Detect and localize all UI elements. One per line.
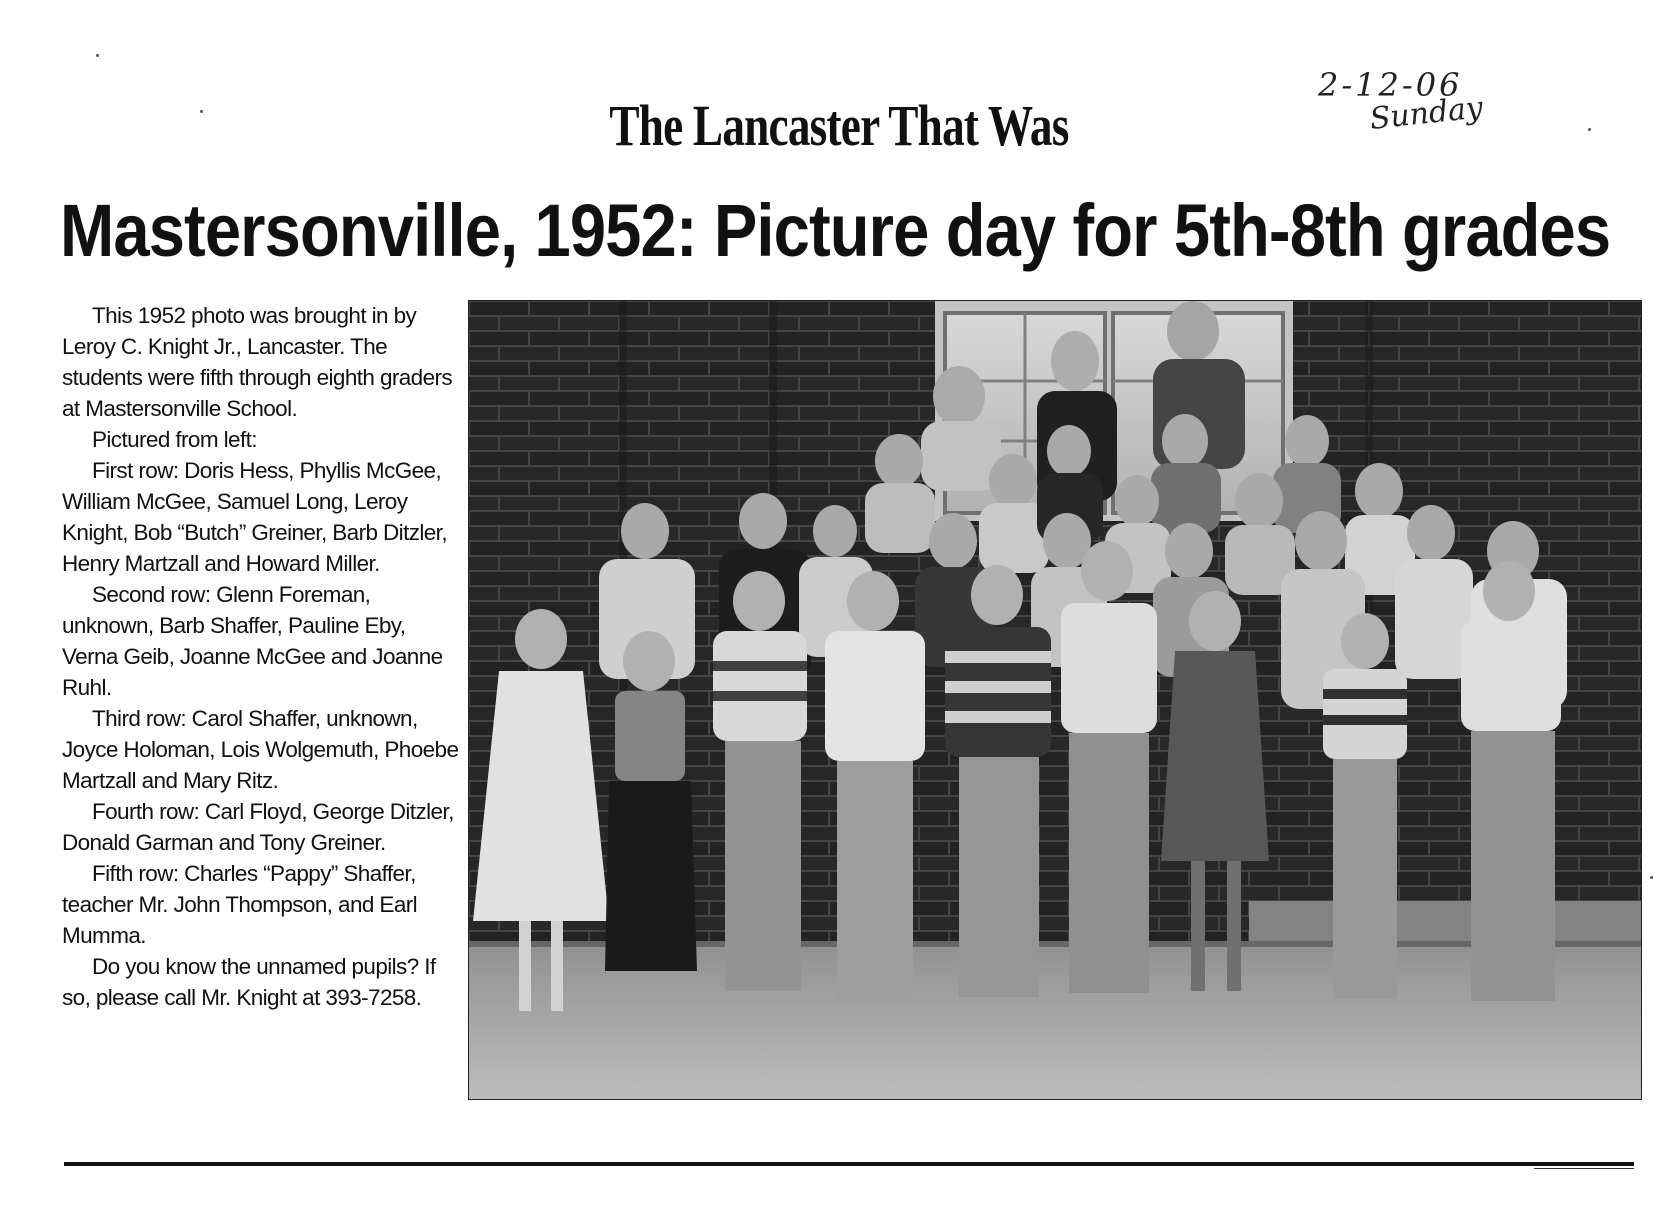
caption-paragraph-first-row: First row: Doris Hess, Phyllis McGee, William McGee, Samuel Long, Leroy Knight, Bob “Butch” Greiner, Barb Ditzler, Henry Martzall and Howard Miller. [62,458,447,576]
handwritten-date: 2-12-06 [1318,66,1463,104]
caption-paragraph-pictured: Pictured from left: [92,427,257,452]
scan-speck [1588,128,1591,131]
handwritten-day: Sunday [1368,90,1485,138]
class-photograph [468,300,1642,1100]
bottom-rule-secondary [1534,1168,1634,1169]
scan-speck [200,110,203,113]
caption-paragraph-third-row: Third row: Carol Shaffer, unknown, Joyce Holoman, Lois Wolgemuth, Phoebe Martzall and Mary Ritz. [62,706,459,793]
caption-paragraph-fifth-row: Fifth row: Charles “Pappy” Shaffer, teacher Mr. John Thompson, and Earl Mumma. [62,861,418,948]
caption-paragraph-intro: This 1952 photo was brought in by Leroy C. Knight Jr., Lancaster. The students were fifth through eighth graders at Mastersonville School. [62,303,453,421]
class-photo-illustration [469,301,1641,1099]
caption-paragraph-second-row: Second row: Glenn Foreman, unknown, Barb Shaffer, Pauline Eby, Verna Geib, Joanne McGee and Joanne Ruhl. [62,582,443,700]
caption-paragraph-call-to-action: Do you know the unnamed pupils? If so, please call Mr. Knight at 393-7258. [62,954,436,1010]
bottom-rule [64,1162,1634,1166]
caption-paragraph-fourth-row: Fourth row: Carl Floyd, George Ditzler, Donald Garman and Tony Greiner. [62,799,454,855]
headline: Mastersonville, 1952: Picture day for 5th-8th grades [60,189,1611,272]
scan-speck [1650,876,1653,879]
scan-speck [96,54,99,57]
section-kicker: The Lancaster That Was [609,93,1069,158]
handwritten-note [1318,68,1518,136]
photo-caption [62,300,462,1013]
